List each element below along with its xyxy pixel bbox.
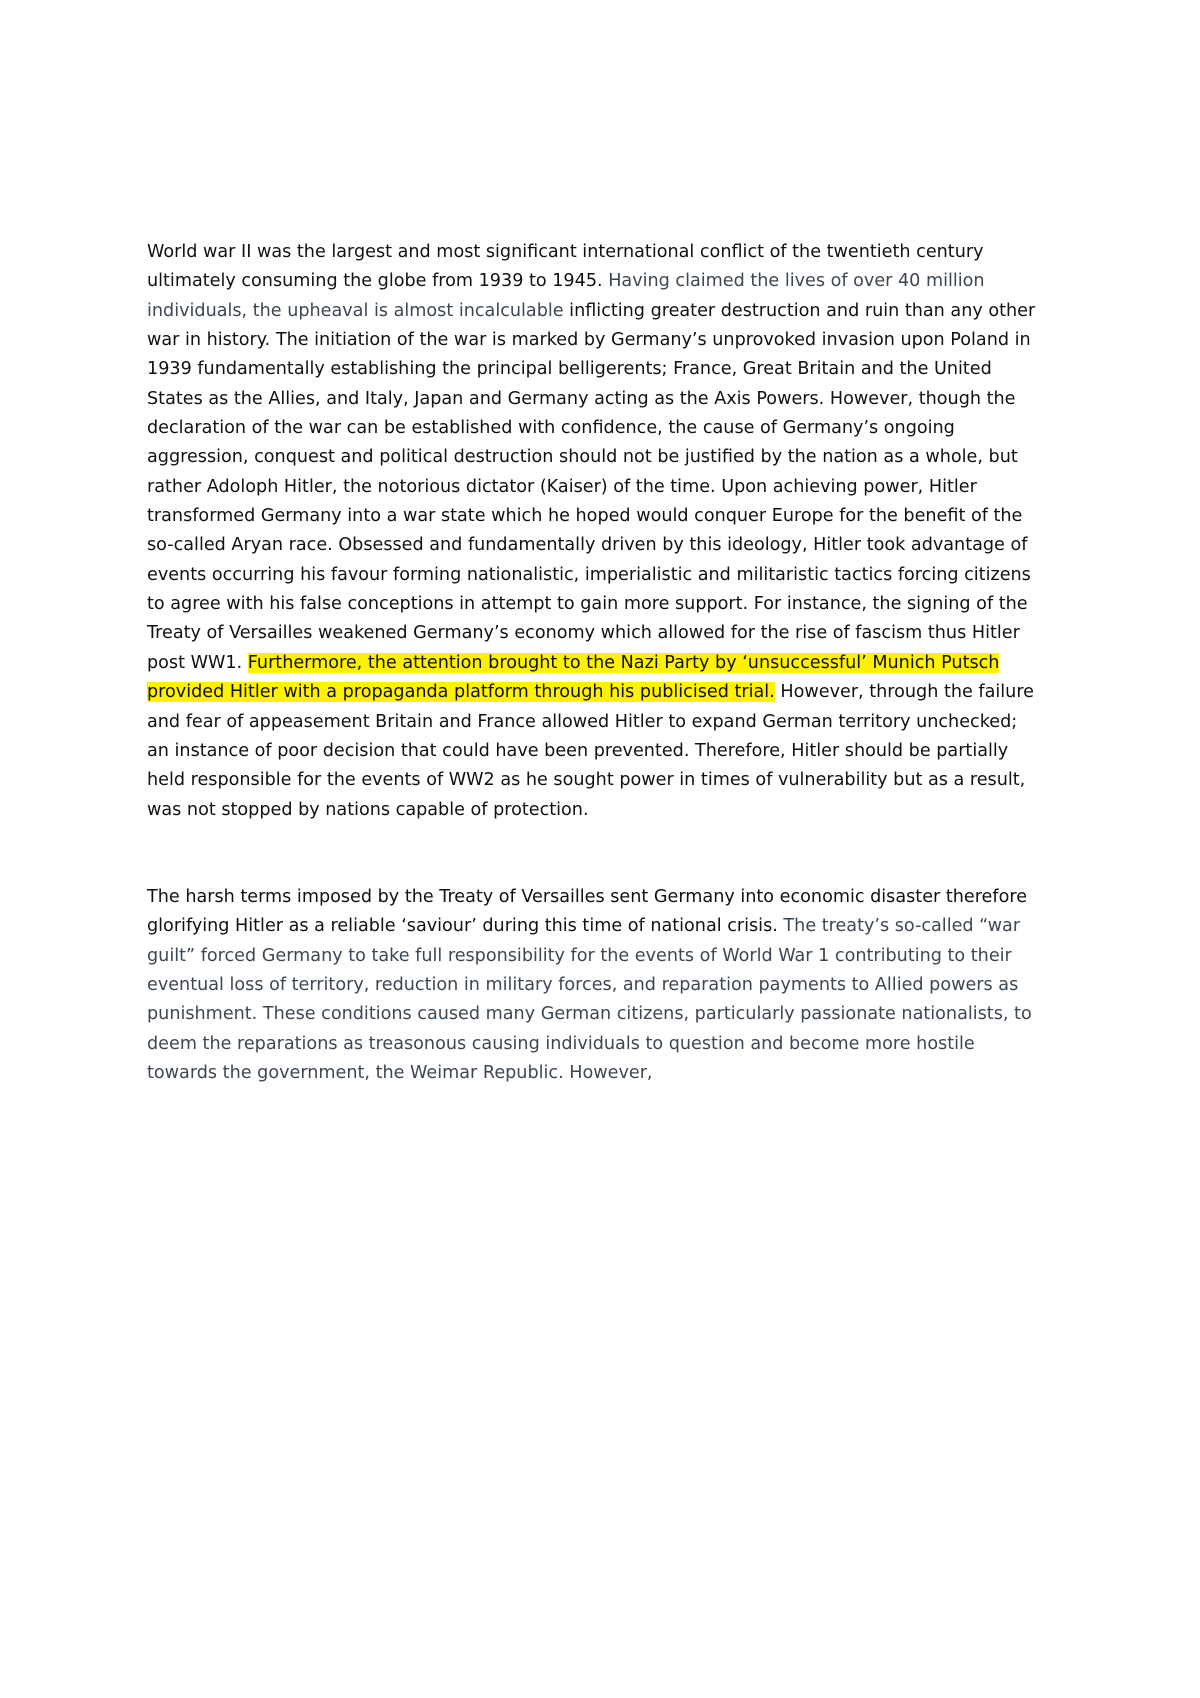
text-line — [147, 1030, 1067, 1059]
text-line — [147, 385, 1067, 414]
text-run: aggression, conquest and political destruction should not be justified by the nation as a whole, but — [147, 447, 1018, 468]
text-line — [147, 708, 1067, 737]
text-line — [147, 1059, 1067, 1088]
text-run: and fear of appeasement Britain and France allowed Hitler to expand German territory unchecked; — [147, 711, 1018, 732]
text-run: rather Adoloph Hitler, the notorious dictator (Kaiser) of the time. Upon achieving power, Hitler — [147, 476, 977, 497]
text-line — [147, 1000, 1067, 1029]
text-line — [147, 531, 1067, 560]
text-line — [147, 766, 1067, 795]
text-line — [147, 883, 1067, 912]
text-line — [147, 355, 1067, 384]
text-line — [147, 912, 1067, 941]
text-line — [147, 502, 1067, 531]
text-run: States as the Allies, and Italy, Japan and Germany acting as the Axis Powers. However, though the — [147, 388, 1016, 409]
highlighted-text: provided Hitler with a propaganda platform through his publicised trial. — [147, 682, 775, 703]
text-run: events occurring his favour forming nationalistic, imperialistic and militaristic tactics forcing citizens — [147, 564, 1031, 585]
text-line — [147, 238, 1067, 267]
text-line — [147, 649, 1067, 678]
text-line — [147, 326, 1067, 355]
text-line — [147, 590, 1067, 619]
text-run: held responsible for the events of WW2 as he sought power in times of vulnerability but as a result, — [147, 770, 1026, 791]
text-line — [147, 443, 1067, 472]
text-run: so-called Aryan race. Obsessed and fundamentally driven by this ideology, Hitler took advantage of — [147, 535, 1028, 556]
text-run-tinted: eventual loss of territory, reduction in military forces, and reparation payments to Allied powers as — [147, 975, 1019, 996]
paragraph-treaty-of-versailles — [147, 883, 1067, 1088]
text-line — [147, 267, 1067, 296]
text-run: post WW1. — [147, 652, 248, 673]
text-run: The harsh terms imposed by the Treaty of Versailles sent Germany into economic disaster therefore — [147, 887, 1028, 907]
text-line — [147, 561, 1067, 590]
text-line — [147, 297, 1067, 326]
text-line — [147, 942, 1067, 971]
text-run: However, through the failure — [774, 682, 1034, 703]
text-run: to agree with his false conceptions in attempt to gain more support. For instance, the signing of the — [147, 594, 1028, 615]
text-run-tinted: punishment. These conditions caused many German citizens, particularly passionate nationalists, to — [147, 1004, 1032, 1025]
text-run: war in history. The initiation of the war is marked by Germany’s unprovoked invasion upon Poland in — [147, 330, 1031, 351]
text-line — [147, 473, 1067, 502]
text-run: ultimately consuming the globe from 1939 to 1945. — [147, 271, 609, 292]
text-run: was not stopped by nations capable of protection. — [147, 799, 589, 820]
text-run: World war II was the largest and most significant international conflict of the twentieth century — [147, 242, 984, 262]
text-run-tinted: individuals, the upheaval is almost incalculable — [147, 300, 564, 321]
text-run: an instance of poor decision that could have been prevented. Therefore, Hitler should be partially — [147, 740, 1009, 761]
text-run-tinted: Having claimed the lives of over 40 million — [608, 271, 985, 292]
text-run-tinted: guilt” forced Germany to take full responsibility for the events of World War 1 contributing to their — [147, 945, 1012, 966]
text-run: inflicting greater destruction and ruin than any other — [563, 300, 1036, 321]
text-run: 1939 fundamentally establishing the principal belligerents; France, Great Britain and the United — [147, 359, 992, 380]
text-run: glorifying Hitler as a reliable ‘saviour’ during this time of national crisis. — [147, 916, 784, 937]
text-run: Treaty of Versailles weakened Germany’s economy which allowed for the rise of fascism thus Hitler — [147, 623, 1020, 644]
text-run-tinted: towards the government, the Weimar Republic. However, — [147, 1063, 653, 1084]
text-run-tinted: The treaty’s so-called “war — [783, 916, 1021, 937]
text-line — [147, 619, 1067, 648]
paragraph-introduction — [147, 238, 1067, 825]
text-run: transformed Germany into a war state which he hoped would conquer Europe for the benefit of the — [147, 506, 1023, 527]
text-line — [147, 971, 1067, 1000]
highlighted-text: Furthermore, the attention brought to the Nazi Party by ‘unsuccessful’ Munich Putsch — [247, 652, 1000, 673]
text-line — [147, 414, 1067, 443]
text-line — [147, 678, 1067, 707]
text-line — [147, 796, 1067, 825]
text-line — [147, 737, 1067, 766]
text-run: declaration of the war can be established with confidence, the cause of Germany’s ongoing — [147, 418, 955, 439]
text-run-tinted: deem the reparations as treasonous causing individuals to question and become more hostile — [147, 1033, 975, 1054]
